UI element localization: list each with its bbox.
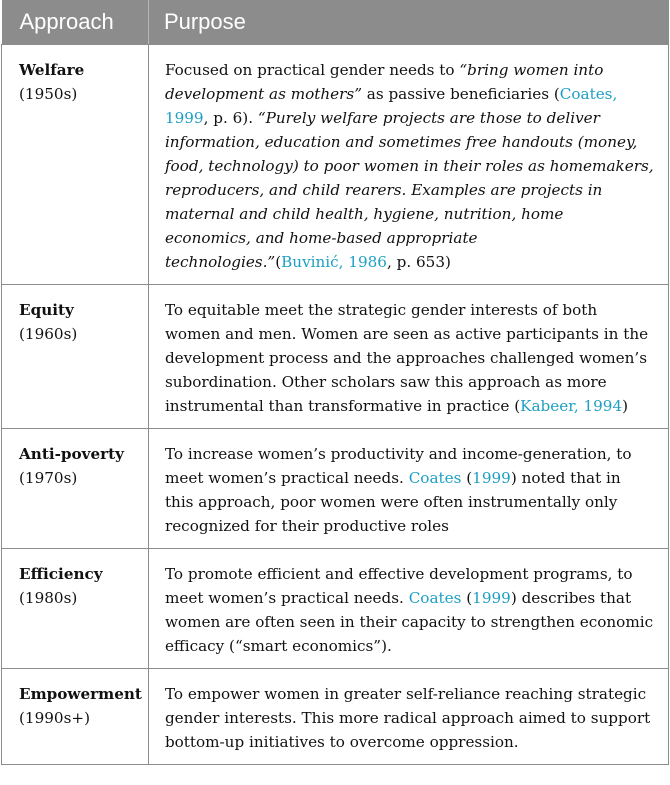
table-row: [2, 45, 669, 285]
citation-link[interactable]: Coates, 1999: [164, 85, 618, 127]
purpose-text: , p. 653): [386, 253, 451, 271]
table-row: [2, 285, 669, 429]
quoted-text: “Purely welfare projects are those to deliver information, education and sometimes free handouts (money, food, technology) to poor women in their roles as homemakers, reproducers, and child rearers. Examples are projects in maternal and child health, hygiene, nutrition, home economics, and home-based appropriate technologies.”: [164, 109, 654, 271]
approach-period: (1990s+): [19, 709, 91, 727]
approach-name: Efficiency: [19, 565, 103, 583]
approach-name: Welfare: [19, 61, 85, 79]
table-header-row: [2, 0, 669, 45]
approach-cell: [2, 45, 149, 285]
purpose-text: To empower women in greater self-reliance reaching strategic gender interests. This more radical approach aimed to support bottom-up initiatives to overcome oppression.: [164, 685, 651, 751]
table-row: [2, 429, 669, 549]
purpose-cell: [148, 669, 668, 765]
approaches-table: [1, 0, 669, 765]
citation-link[interactable]: Kabeer, 1994: [520, 397, 623, 415]
purpose-cell: [148, 45, 668, 285]
citation-link[interactable]: Buvinić, 1986: [281, 253, 387, 271]
citation-link[interactable]: Coates: [408, 469, 462, 487]
purpose-text: Focused on practical gender needs to: [164, 61, 460, 79]
table-row: [2, 549, 669, 669]
approach-cell: [2, 549, 149, 669]
approach-period: (1980s): [19, 589, 78, 607]
purpose-text: ) noted that in this approach, poor women were often instrumentally only recognized for their productive roles: [164, 469, 621, 535]
purpose-cell: [148, 285, 668, 429]
column-header-approach: Approach: [2, 0, 149, 45]
quoted-text: “bring women into development as mothers”: [164, 61, 604, 103]
approach-name: Empowerment: [19, 685, 142, 703]
citation-link[interactable]: Coates: [408, 589, 462, 607]
purpose-text: ): [622, 397, 629, 415]
purpose-cell: [148, 549, 668, 669]
citation-link[interactable]: 1999: [472, 469, 511, 487]
approach-cell: [2, 669, 149, 765]
purpose-text: (: [275, 253, 282, 271]
citation-link[interactable]: 1999: [472, 589, 511, 607]
purpose-text: ) describes that women are often seen in their capacity to strengthen economic efficacy (“smart economics”).: [164, 589, 654, 655]
purpose-text: To promote efficient and effective development programs, to meet women’s practical needs.: [164, 565, 633, 607]
approach-name: Equity: [19, 301, 74, 319]
purpose-text: To equitable meet the strategic gender interests of both women and men. Women are seen as active participants in the development process and the approaches challenged women’s subordination. Other scholars saw this approach as more instrumental than transformative in practice (: [164, 301, 649, 415]
purpose-text: , p. 6).: [203, 109, 258, 127]
purpose-text: To increase women’s productivity and income-generation, to meet women’s practical needs.: [164, 445, 632, 487]
approach-period: (1960s): [19, 325, 78, 343]
approach-period: (1970s): [19, 469, 78, 487]
approach-cell: [2, 429, 149, 549]
approach-period: (1950s): [19, 85, 78, 103]
approach-cell: [2, 285, 149, 429]
approach-name: Anti-poverty: [19, 445, 124, 463]
table-body: [2, 45, 669, 765]
column-header-purpose: Purpose: [148, 0, 668, 45]
table-row: [2, 669, 669, 765]
purpose-text: as passive beneficiaries (: [361, 85, 560, 103]
purpose-cell: [148, 429, 668, 549]
purpose-text: (: [461, 469, 473, 487]
purpose-text: (: [461, 589, 473, 607]
